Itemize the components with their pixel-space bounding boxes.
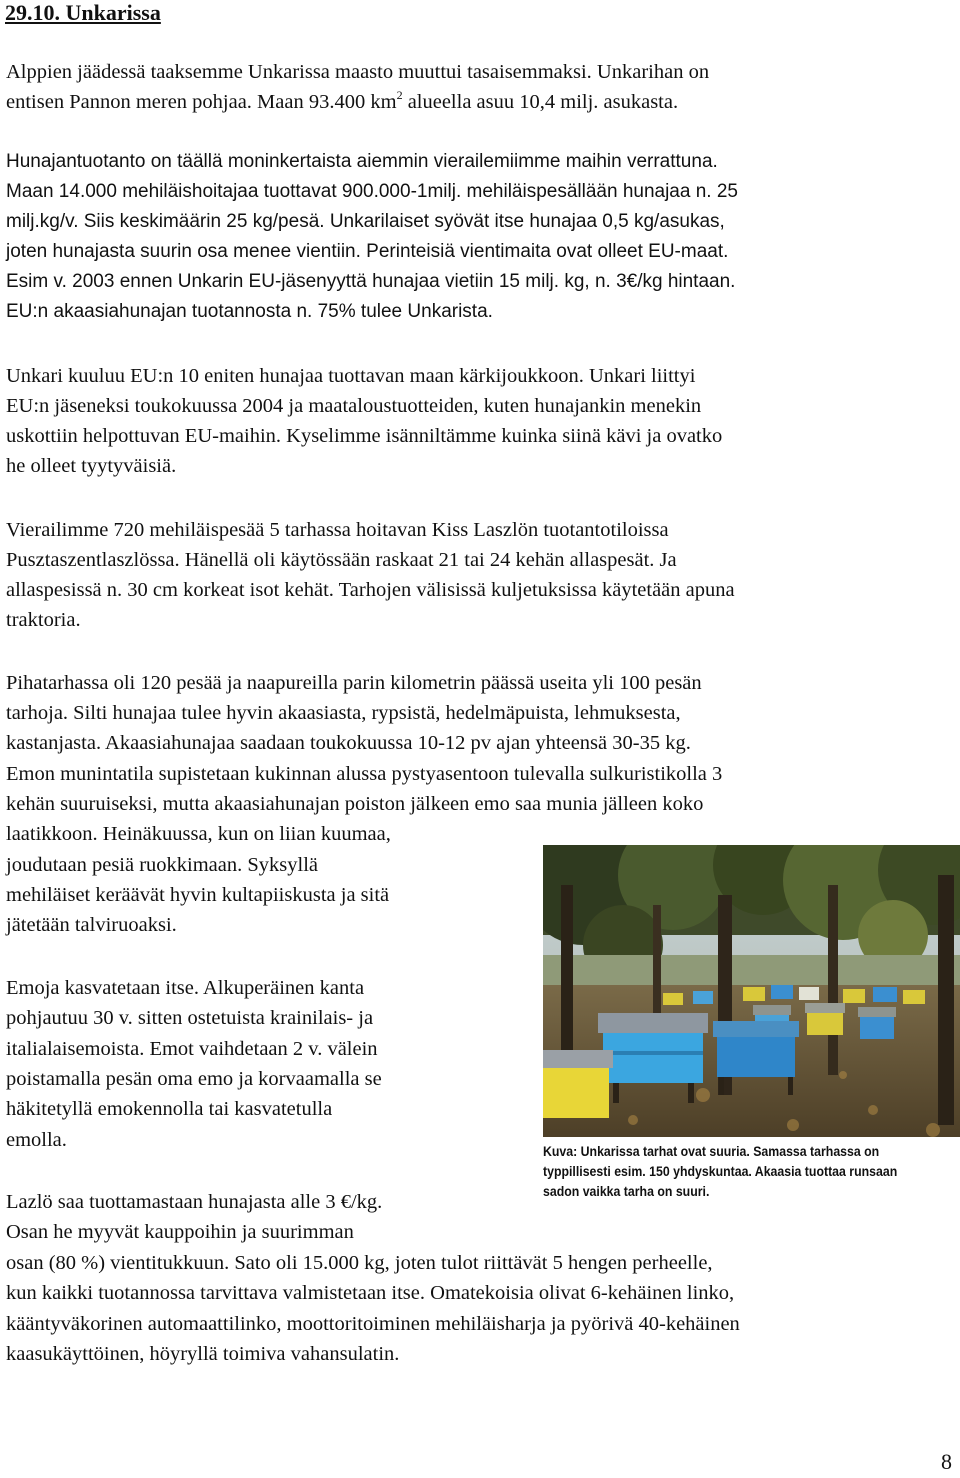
text-line: kun kaikki tuotannossa tarvittava valmistetaan itse. Omatekoisia olivat 6-kehäinen linko, xyxy=(6,1282,735,1304)
text-line: jätetään talviruoaksi. xyxy=(6,914,177,936)
page-heading: 29.10. Unkarissa xyxy=(5,0,161,25)
text-line: uskottiin helpottuvan EU-maihin. Kyselimme isänniltämme kuinka siinä kävi ja ovatko xyxy=(6,425,723,447)
text-line: emolla. xyxy=(6,1129,67,1151)
text-line: italialaisemoista. Emot vaihdetaan 2 v. välein xyxy=(6,1038,378,1060)
text-line: Unkari kuuluu EU:n 10 eniten hunajaa tuottavan maan kärkijoukkoon. Unkari liittyi xyxy=(6,365,696,387)
text-line: Emon munintatila supistetaan kukinnan alussa pystyasentoon tulevalla sulkuristikolla 3 xyxy=(6,763,723,785)
text-line: kastanjasta. Akaasiahunajaa saadaan toukokuussa 10-12 pv ajan yhteensä 30-35 kg. xyxy=(6,732,691,754)
page-number: 8 xyxy=(941,1449,952,1474)
superscript: 2 xyxy=(396,88,403,102)
text-line: pohjautuu 30 v. sitten ostetuista krainilais- ja xyxy=(6,1007,374,1029)
text-line: entisen Pannon meren pohjaa. Maan 93.400 $km^2$ alueella asuu 10,4 milj. asukasta. xyxy=(6,88,679,113)
text-line: he olleet tyytyväisiä. xyxy=(6,455,177,477)
text-line: Osan he myyvät kauppoihin ja suurimman xyxy=(6,1221,354,1243)
text-line: EU:n akaasiahunajan tuotannosta n. 75% tulee Unkarista. xyxy=(6,301,493,322)
text-line: kääntyväkorinen automaattilinko, moottoritoiminen mehiläisharja ja pyörivä 40-kehäinen xyxy=(6,1313,740,1335)
text-line: traktoria. xyxy=(6,609,81,631)
text-line: EU:n jäseneksi toukokuussa 2004 ja maataloustuotteiden, kuten hunajankin menekin xyxy=(6,395,702,417)
text-line: joudutaan pesiä ruokkimaan. Syksyllä xyxy=(6,854,318,876)
text-line: Lazlö saa tuottamastaan hunajasta alle 3 €/kg. xyxy=(6,1191,383,1213)
text-line: kehän suuruiseksi, mutta akaasiahunajan poiston jälkeen emo saa munia jälleen koko xyxy=(6,793,704,815)
text-line: Pusztaszentlaszlössa. Hänellä oli käytössään raskaat 21 tai 24 kehän allaspesät. Ja xyxy=(6,549,677,571)
text-line: poistamalla pesän oma emo ja korvaamalla se xyxy=(6,1068,382,1090)
text-line: Esim v. 2003 ennen Unkarin EU-jäsenyyttä hunajaa vietiin 15 milj. kg, n. 3€/kg hintaan. xyxy=(6,271,736,292)
text-line: Emoja kasvatetaan itse. Alkuperäinen kanta xyxy=(6,977,365,999)
caption-line: Kuva: Unkarissa tarhat ovat suuria. Samassa tarhassa on xyxy=(543,1143,880,1159)
text-line: Hunajantuotanto on täällä moninkertaista aiemmin vierailemiimme maihin verrattuna. xyxy=(6,151,718,172)
text-line: Vierailimme 720 mehiläispesää 5 tarhassa hoitavan Kiss Laszlön tuotantotiloissa xyxy=(6,519,669,541)
text-line: laatikkoon. Heinäkuussa, kun on liian kuumaa, xyxy=(6,823,391,845)
caption-line: sadon vaikka tarha on suuri. xyxy=(543,1183,710,1199)
text-line: kaasukäyttöinen, höyryllä toimiva vahansulatin. xyxy=(6,1343,400,1365)
text-line: tarhoja. Silti hunajaa tulee hyvin akaasiasta, rypsistä, hedelmäpuista, lehmuksesta, xyxy=(6,702,681,724)
text-line: häkitetyllä emokennolla tai kasvatetulla xyxy=(6,1098,333,1120)
text-line: Maan 14.000 mehiläishoitajaa tuottavat 900.000-1milj. mehiläispesällään hunajaa n. 25 xyxy=(6,181,738,202)
text-line: mehiläiset keräävät hyvin kultapiiskusta ja sitä xyxy=(6,884,390,906)
text-line: joten hunajasta suurin osa menee vientiin. Perinteisiä vientimaita ovat olleet EU-maat. xyxy=(6,241,729,262)
caption-line: typpillisesti esim. 150 yhdyskuntaa. Akaasia tuottaa runsaan xyxy=(543,1163,898,1179)
text-line: milj.kg/v. Siis keskimäärin 25 kg/pesä. Unkarilaiset syövät itse hunajaa 0,5 kg/asukas, xyxy=(6,211,725,232)
text-line: allaspesissä n. 30 cm korkeat isot kehät. Tarhojen välisissä kuljetuksissa käytetään apuna xyxy=(6,579,735,601)
text-line: Alppien jäädessä taaksemme Unkarissa maasto muuttui tasaisemmaksi. Unkarihan on xyxy=(6,61,710,83)
apiary-photo xyxy=(543,845,960,1137)
photo-caption xyxy=(543,1141,960,1201)
text-line: osan (80 %) vientitukkuun. Sato oli 15.000 kg, joten tulot riittävät 5 hengen perheelle, xyxy=(6,1252,713,1274)
text-line: Pihatarhassa oli 120 pesää ja naapureilla parin kilometrin päässä useita yli 100 pesän xyxy=(6,672,702,694)
